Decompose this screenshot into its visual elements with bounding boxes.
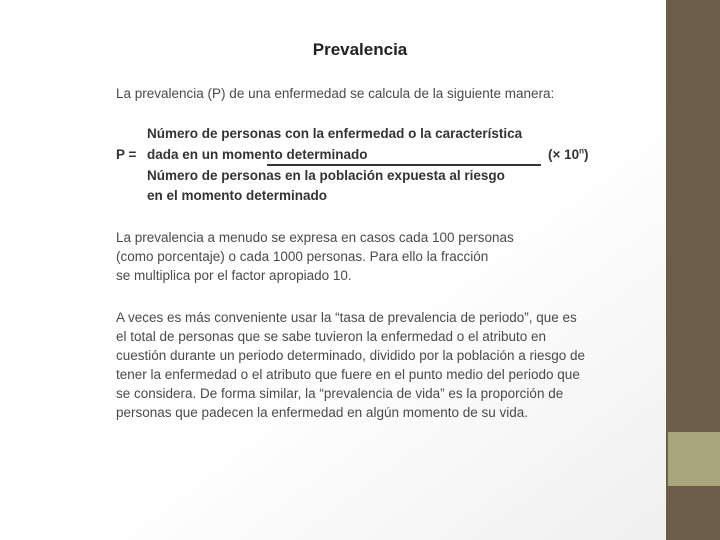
formula-numerator-line2: dada en un momento determinado xyxy=(147,147,368,162)
multiplier-prefix: (× 10 xyxy=(548,147,580,162)
paragraph-line: se considera. De forma similar, la “prevalencia de vida” es la proporción de xyxy=(116,386,564,401)
paragraph-line: personas que padecen la enfermedad en algún momento de su vida. xyxy=(116,405,529,420)
paragraph-line: La prevalencia a menudo se expresa en casos cada 100 personas xyxy=(116,230,514,245)
formula-p-label: P = xyxy=(116,147,137,162)
multiplier-suffix: ) xyxy=(584,147,589,162)
paragraph-period-prevalence xyxy=(116,308,585,422)
paragraph-line: se multiplica por el factor apropiado 10. xyxy=(116,268,352,283)
paragraph-line: (como porcentaje) o cada 1000 personas. Para ello la fracción xyxy=(116,249,489,264)
formula-multiplier xyxy=(548,147,589,162)
paragraph-line: A veces es más conveniente usar la “tasa de prevalencia de periodo”, que es xyxy=(116,310,577,325)
formula-numerator-line1: Número de personas con la enfermedad o la característica xyxy=(147,126,523,141)
multiplier-exponent: n xyxy=(579,146,585,156)
paragraph-line: tener la enfermedad o el atributo que fuere en el punto medio del periodo que xyxy=(116,367,580,382)
slide-title: Prevalencia xyxy=(312,40,408,59)
formula-denominator-line1: Número de personas en la población expuesta al riesgo xyxy=(147,168,505,183)
paragraph-line: el total de personas que se sabe tuvieron la enfermedad o el atributo en xyxy=(116,329,547,344)
paragraph-percentage xyxy=(116,228,514,285)
intro-text: La prevalencia (P) de una enfermedad se calcula de la siguiente manera: xyxy=(116,86,555,101)
paragraph-line: cuestión durante un periodo determinado, dividido por la población a riesgo de xyxy=(116,348,586,363)
fraction-bar xyxy=(267,164,541,166)
sidebar-accent-block xyxy=(668,432,720,486)
formula-denominator-line2: en el momento determinado xyxy=(147,188,328,203)
